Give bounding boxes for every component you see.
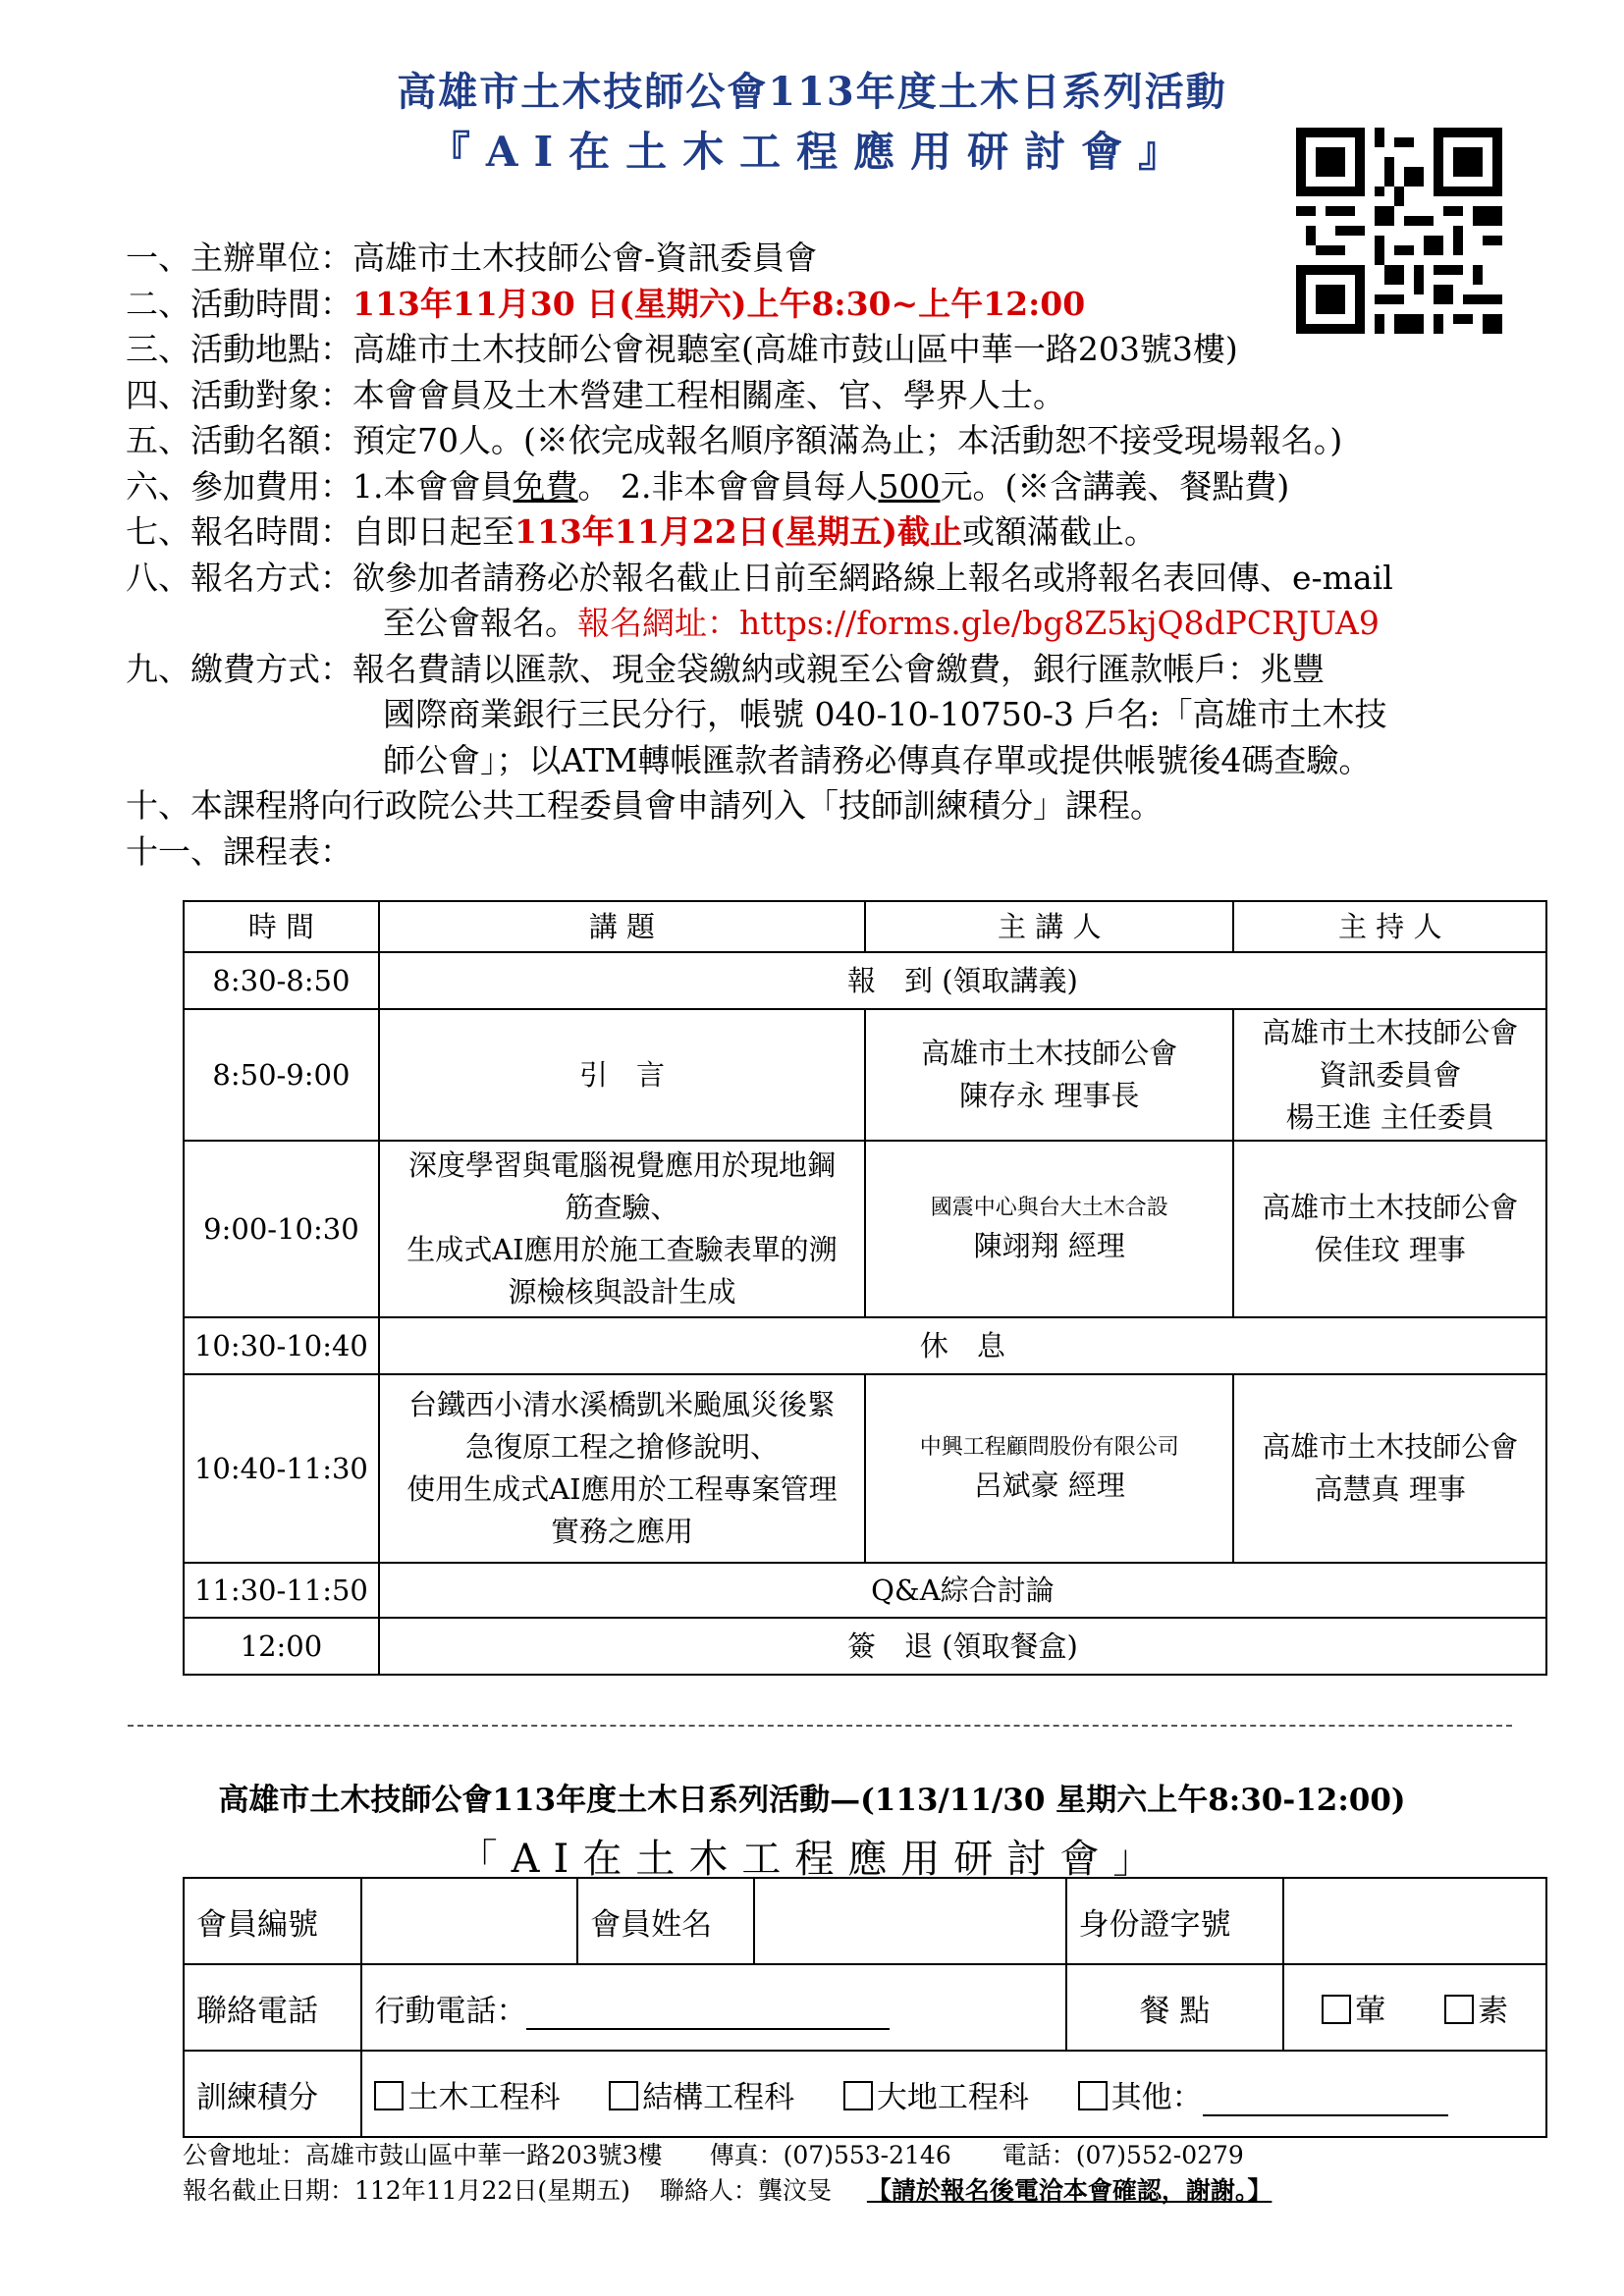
header-host: 主 持 人 — [1233, 901, 1546, 952]
other-checkbox[interactable] — [1078, 2081, 1108, 2110]
header-time: 時 間 — [184, 901, 379, 952]
mobile-label: 行動電話： — [374, 1993, 527, 2029]
member-no-input[interactable] — [361, 1878, 577, 1964]
registration-method-line2: 至公會報名。報名網址：https://forms.gle/bg8Z5kjQ8dPCRJUA9 — [383, 604, 1380, 642]
registration-form — [183, 1877, 1547, 2138]
footer-contact: 聯絡人：龔汶旻 — [659, 2176, 832, 2205]
footer-tel: 電話：(07)552-0279 — [1001, 2141, 1244, 2169]
schedule-table — [183, 900, 1547, 1676]
civil-checkbox[interactable] — [374, 2081, 404, 2110]
fee-row: 六、參加費用： 1.本會會員 免費 。 2.非本會會員每人 500 元。(※含講義、餐點費) — [126, 466, 1290, 506]
header-topic: 講 題 — [379, 901, 865, 952]
registration-link[interactable]: 報名網址：https://forms.gle/bg8Z5kjQ8dPCRJUA9 — [577, 604, 1380, 642]
form-row: 聯絡電話 行動電話： 餐 點 葷 素 — [184, 1964, 1546, 2051]
veg-checkbox[interactable] — [1444, 1995, 1474, 2024]
registration-method-row: 八、報名方式： 欲參加者請務必於報名截止日前至網路線上報名或將報名表回傳、e-mail — [126, 558, 1393, 597]
footer-fax: 傳真：(07)553-2146 — [709, 2141, 951, 2169]
event-title: 『AI在土木工程應用研討會』 — [428, 128, 1196, 176]
table-row: 9:00-10:30 深度學習與電腦視覺應用於現地鋼 筋查驗、 生成式AI應用於施工查驗表單的溯 源檢核與設計生成 國震中心與台大土木合設 陳翊翔 經理 高雄市土木技師公會 侯佳玟 理事 — [184, 1141, 1546, 1317]
structural-checkbox[interactable] — [609, 2081, 638, 2110]
schedule-heading: 十一、課程表： — [126, 831, 352, 871]
footer-contact-line — [183, 2136, 1244, 2171]
credit-label: 訓練積分 — [184, 2051, 361, 2137]
organizer-row: 一、主辦單位： 高雄市土木技師公會-資訊委員會 — [126, 239, 818, 277]
registration-period-row: 七、報名時間： 自即日起至 113年11月22日(星期五)截止 或額滿截止。 — [126, 512, 1157, 551]
info-list — [126, 236, 1549, 875]
id-no-input[interactable] — [1283, 1878, 1546, 1964]
other-input[interactable] — [1203, 2079, 1448, 2116]
phone-label: 聯絡電話 — [184, 1964, 361, 2051]
form-row: 訓練積分 土木工程科 結構工程科 大地工程科 其他： — [184, 2051, 1546, 2137]
payment-row: 九、繳費方式： 報名費請以匯款、現金袋繳納或親至公會繳費，銀行匯款帳戶：兆豐 — [126, 649, 1325, 688]
geotechnical-checkbox[interactable] — [843, 2081, 873, 2110]
footer-note: 【請於報名後電洽本會確認，謝謝。】 — [866, 2176, 1272, 2205]
meat-checkbox[interactable] — [1322, 1995, 1351, 2024]
form-event-title: 「AI在土木工程應用研討會」 — [458, 1837, 1166, 1882]
member-name-label: 會員姓名 — [577, 1878, 754, 1964]
payment-line3: 師公會」；以ATM轉帳匯款者請務必傳真存單或提供帳號後4碼查驗。 — [383, 740, 1372, 779]
form-row — [184, 1878, 1546, 1964]
quota-row: 五、活動名額： 預定70人。(※依完成報名順序額滿為止；本活動恕不接受現場報名。) — [126, 421, 1343, 459]
page-title: 高雄市土木技師公會113年度土木日系列活動 — [397, 69, 1227, 115]
table-row: 12:00 簽 退 (領取餐盒) — [184, 1618, 1546, 1675]
table-row: 10:40-11:30 台鐵西小清水溪橋凱米颱風災後緊 急復原工程之搶修說明、 使用生成式AI應用於工程專案管理 實務之應用 中興工程顧問股份有限公司 呂斌豪 經理 高雄市土木技師公會 高慧真 理事 — [184, 1374, 1546, 1563]
footer-deadline-line — [183, 2171, 1272, 2207]
table-header-row — [184, 901, 1546, 952]
meal-label: 餐 點 — [1066, 1964, 1284, 2051]
footer-deadline: 報名截止日期：112年11月22日(星期五) — [183, 2176, 630, 2205]
credit-note-row: 十、本課程將向行政院公共工程委員會申請列入「技師訓練積分」課程。 — [126, 786, 1163, 825]
payment-line2: 國際商業銀行三民分行，帳號 040-10-10750-3 戶名:「高雄市土木技 — [383, 695, 1387, 733]
mobile-input[interactable] — [526, 1993, 890, 2030]
id-no-label: 身份證字號 — [1066, 1878, 1284, 1964]
header-speaker: 主 講 人 — [865, 901, 1233, 952]
cut-line — [128, 1725, 1512, 1727]
table-row: 8:30-8:50 報 到 (領取講義) — [184, 952, 1546, 1009]
member-name-input[interactable] — [754, 1878, 1065, 1964]
table-row: 11:30-11:50 Q&A綜合討論 — [184, 1563, 1546, 1618]
member-no-label: 會員編號 — [184, 1878, 361, 1964]
audience-row: 四、活動對象： 本會會員及土木營建工程相關產、官、學界人士。 — [126, 375, 1065, 414]
table-row: 8:50-9:00 引 言 高雄市土木技師公會 陳存永 理事長 高雄市土木技師公會 資訊委員會 楊王進 主任委員 — [184, 1009, 1546, 1141]
event-time-row: 二、活動時間： 113年11月30 日(星期六)上午8:30~上午12:00 — [126, 284, 1086, 323]
form-title: 高雄市土木技師公會113年度土木日系列活動—(113/11/30 星期六上午8:30-12:00) — [218, 1783, 1406, 1818]
venue-row: 三、活動地點： 高雄市土木技師公會視聽室(高雄市鼓山區中華一路203號3樓) — [126, 330, 1238, 368]
footer-address: 公會地址：高雄市鼓山區中華一路203號3樓 — [183, 2141, 663, 2169]
table-row: 10:30-10:40 休 息 — [184, 1317, 1546, 1374]
